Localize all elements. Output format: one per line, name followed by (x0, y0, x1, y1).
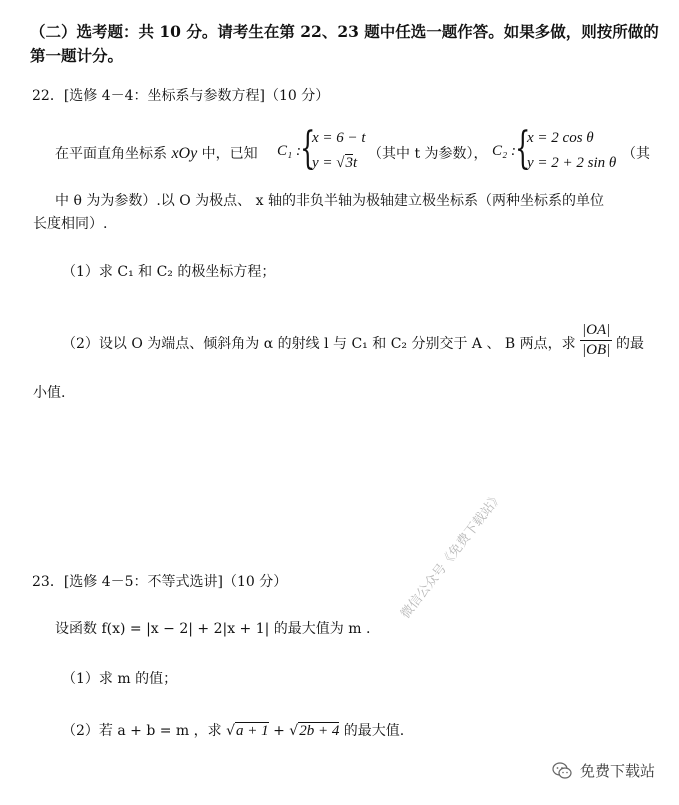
q22-c1-eq2-pre: y = (312, 155, 337, 171)
q23-part2-plus: + (268, 723, 290, 739)
watermark-text: 微信公众号《免费下载站》 (398, 489, 507, 622)
section-header-line2: 第一题计分。 (30, 46, 124, 65)
q22-line2: 中 θ 为为参数）.以 O 为极点、 x 轴的非负半轴为极轴建立极坐标系（两种坐标系的单位 (55, 193, 604, 209)
q23-part1: （1）求 m 的值； (62, 671, 178, 687)
q22-c2-eq2: y = 2 + 2 sin θ (527, 155, 617, 171)
section-header-line1: （二）选考题：共 10 分。请考生在第 22、23 题中任选一题作答。如果多做，则按所做的 (30, 22, 659, 41)
q23-part2-pre: （2）若 a + b = m ，求 (62, 723, 227, 739)
wechat-icon (552, 761, 572, 781)
q23-part2-post: 的最大值. (339, 723, 405, 739)
q22-c1-label: C₁ : (277, 143, 301, 159)
q22-part2-line2: 小值. (33, 385, 66, 401)
q22-c2-note: （其 (622, 146, 650, 162)
q22-c1-eq2: y = √3t (312, 155, 358, 171)
q22-c2-brace: { (515, 123, 531, 174)
q22-part2-fraction (580, 322, 612, 359)
q22-part2-denominator: |OB| (582, 342, 611, 358)
q23-statement: 设函数 f(x) = |x − 2| + 2|x + 1| 的最大值为 m . (55, 621, 371, 637)
q23-part2-sqrt1: a + 1 (236, 723, 269, 739)
q22-part1: （1）求 C₁ 和 C₂ 的极坐标方程； (62, 264, 276, 280)
brand-badge (552, 760, 655, 781)
q22-intro-b: 中，已知 (201, 146, 258, 162)
q22-intro (55, 144, 258, 164)
brand-text: 免费下载站 (580, 762, 656, 780)
q22-part2-numerator: |OA| (580, 322, 612, 341)
q22-xoy: xOy (171, 145, 198, 162)
q22-c2-eq1: x = 2 cos θ (527, 130, 594, 146)
q22-part2-text: （2）设以 O 为端点、倾斜角为 α 的射线 l 与 C₁ 和 C₂ 分别交于 A 、 B 两点，求 (62, 336, 576, 352)
q22-part2-tail: 的最 (616, 336, 644, 352)
q22-intro-a: 在平面直角坐标系 (55, 146, 167, 162)
q22-c1-eq1: x = 6 − t (312, 130, 366, 146)
q23-part2: （2）若 a + b = m ，求 √a + 1 + √2b + 4 的最大值. (62, 723, 405, 739)
q22-line3: 长度相同）. (33, 216, 108, 232)
q22-c1-brace: { (300, 123, 316, 174)
q22-c1-eq2-sqrt: 3 (345, 155, 354, 171)
q23-part2-sqrt2: 2b + 4 (299, 723, 340, 739)
q22-c2-label: C₂ : (492, 143, 516, 159)
q22-c1-eq2-post: t (353, 155, 358, 171)
q23-title: 23．[选修 4－5：不等式选讲]（10 分） (32, 574, 288, 590)
q22-title: 22．[选修 4－4：坐标系与参数方程]（10 分） (32, 88, 330, 104)
q22-c1-note: （其中 t 为参数）， (368, 146, 488, 162)
